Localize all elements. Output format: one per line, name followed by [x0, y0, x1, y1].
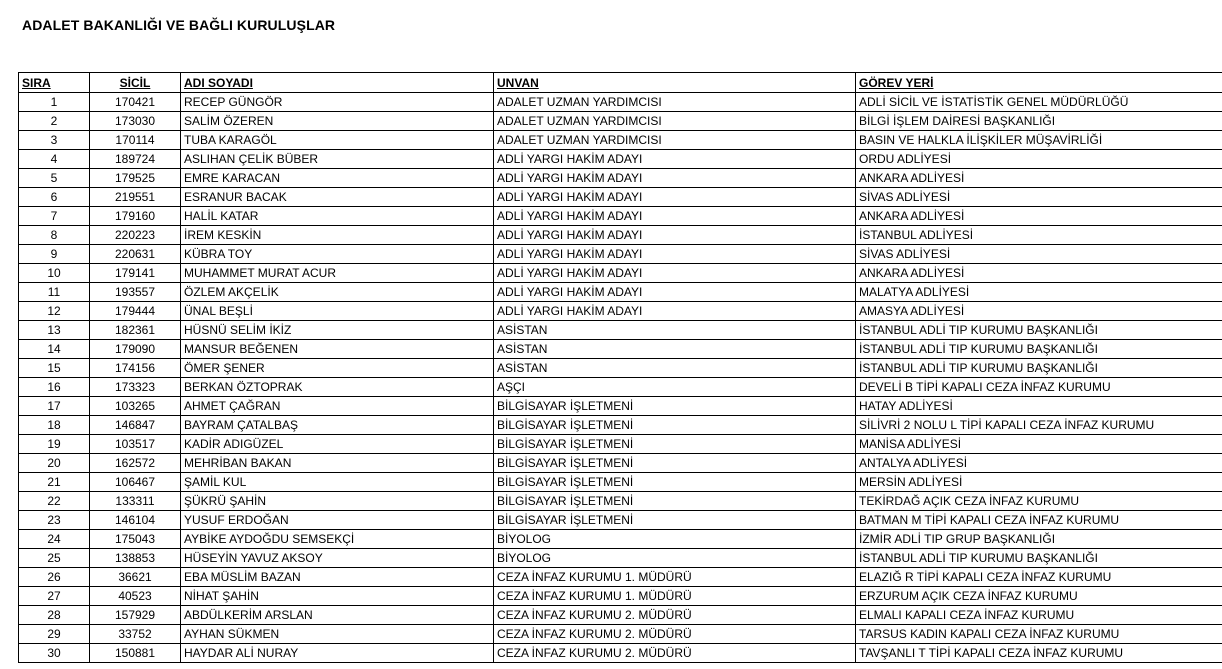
cell-gorev-yeri: SİVAS ADLİYESİ	[856, 245, 1222, 264]
cell-adi-soyadi: BAYRAM ÇATALBAŞ	[181, 416, 494, 435]
cell-sira: 3	[19, 131, 90, 150]
cell-adi-soyadi: ÜNAL BEŞLİ	[181, 302, 494, 321]
cell-unvan: ADLİ YARGI HAKİM ADAYI	[494, 150, 856, 169]
cell-sicil: 173323	[90, 378, 181, 397]
table-row	[19, 188, 1222, 207]
cell-sicil: 103265	[90, 397, 181, 416]
cell-unvan: CEZA İNFAZ KURUMU 1. MÜDÜRÜ	[494, 568, 856, 587]
table-row	[19, 568, 1222, 587]
cell-unvan: ADLİ YARGI HAKİM ADAYI	[494, 226, 856, 245]
cell-unvan: CEZA İNFAZ KURUMU 2. MÜDÜRÜ	[494, 644, 856, 663]
cell-sicil: 36621	[90, 568, 181, 587]
cell-sira: 13	[19, 321, 90, 340]
cell-adi-soyadi: ÖZLEM AKÇELİK	[181, 283, 494, 302]
table-row	[19, 549, 1222, 568]
cell-unvan: ASİSTAN	[494, 321, 856, 340]
cell-sira: 24	[19, 530, 90, 549]
cell-sira: 21	[19, 473, 90, 492]
cell-sicil: 150881	[90, 644, 181, 663]
cell-adi-soyadi: MANSUR BEĞENEN	[181, 340, 494, 359]
cell-sira: 6	[19, 188, 90, 207]
cell-adi-soyadi: ŞAMİL KUL	[181, 473, 494, 492]
cell-unvan: ADLİ YARGI HAKİM ADAYI	[494, 264, 856, 283]
column-header-unvan: UNVAN	[494, 73, 856, 93]
cell-adi-soyadi: ŞÜKRÜ ŞAHİN	[181, 492, 494, 511]
cell-unvan: ADLİ YARGI HAKİM ADAYI	[494, 207, 856, 226]
cell-adi-soyadi: MUHAMMET MURAT ACUR	[181, 264, 494, 283]
cell-sira: 4	[19, 150, 90, 169]
cell-sira: 20	[19, 454, 90, 473]
cell-adi-soyadi: AYBİKE AYDOĞDU SEMSEKÇİ	[181, 530, 494, 549]
cell-sicil: 174156	[90, 359, 181, 378]
cell-sira: 7	[19, 207, 90, 226]
cell-adi-soyadi: NİHAT ŞAHİN	[181, 587, 494, 606]
cell-gorev-yeri: BATMAN M TİPİ KAPALI CEZA İNFAZ KURUMU	[856, 511, 1222, 530]
cell-sira: 28	[19, 606, 90, 625]
cell-adi-soyadi: KÜBRA TOY	[181, 245, 494, 264]
table-row	[19, 606, 1222, 625]
cell-unvan: ASİSTAN	[494, 340, 856, 359]
cell-unvan: BİYOLOG	[494, 549, 856, 568]
cell-gorev-yeri: MERSİN ADLİYESİ	[856, 473, 1222, 492]
cell-unvan: ADALET UZMAN YARDIMCISI	[494, 93, 856, 112]
table-row	[19, 302, 1222, 321]
cell-sira: 11	[19, 283, 90, 302]
cell-adi-soyadi: BERKAN ÖZTOPRAK	[181, 378, 494, 397]
cell-sira: 19	[19, 435, 90, 454]
table-row	[19, 245, 1222, 264]
cell-sira: 25	[19, 549, 90, 568]
table-row	[19, 587, 1222, 606]
cell-sicil: 182361	[90, 321, 181, 340]
cell-sicil: 133311	[90, 492, 181, 511]
cell-unvan: BİYOLOG	[494, 530, 856, 549]
cell-sira: 9	[19, 245, 90, 264]
cell-sicil: 162572	[90, 454, 181, 473]
table-row	[19, 340, 1222, 359]
cell-sira: 1	[19, 93, 90, 112]
cell-adi-soyadi: ESRANUR BACAK	[181, 188, 494, 207]
cell-unvan: ADLİ YARGI HAKİM ADAYI	[494, 188, 856, 207]
cell-gorev-yeri: SİLİVRİ 2 NOLU L TİPİ KAPALI CEZA İNFAZ KURUMU	[856, 416, 1222, 435]
cell-sira: 12	[19, 302, 90, 321]
table-row	[19, 264, 1222, 283]
cell-unvan: ADALET UZMAN YARDIMCISI	[494, 131, 856, 150]
cell-unvan: CEZA İNFAZ KURUMU 2. MÜDÜRÜ	[494, 606, 856, 625]
cell-unvan: ADALET UZMAN YARDIMCISI	[494, 112, 856, 131]
table-row	[19, 93, 1222, 112]
cell-unvan: ADLİ YARGI HAKİM ADAYI	[494, 302, 856, 321]
cell-sira: 15	[19, 359, 90, 378]
cell-sira: 23	[19, 511, 90, 530]
table-row	[19, 207, 1222, 226]
cell-adi-soyadi: EBA MÜSLİM BAZAN	[181, 568, 494, 587]
cell-unvan: BİLGİSAYAR İŞLETMENİ	[494, 511, 856, 530]
cell-gorev-yeri: AMASYA ADLİYESİ	[856, 302, 1222, 321]
table-row	[19, 530, 1222, 549]
cell-adi-soyadi: AYHAN SÜKMEN	[181, 625, 494, 644]
table-row	[19, 473, 1222, 492]
cell-sicil: 106467	[90, 473, 181, 492]
cell-unvan: CEZA İNFAZ KURUMU 1. MÜDÜRÜ	[494, 587, 856, 606]
cell-adi-soyadi: EMRE KARACAN	[181, 169, 494, 188]
cell-sicil: 179141	[90, 264, 181, 283]
cell-sira: 8	[19, 226, 90, 245]
cell-sicil: 146847	[90, 416, 181, 435]
cell-sira: 30	[19, 644, 90, 663]
cell-gorev-yeri: İSTANBUL ADLİYESİ	[856, 226, 1222, 245]
cell-sicil: 189724	[90, 150, 181, 169]
cell-gorev-yeri: İSTANBUL ADLİ TIP KURUMU BAŞKANLIĞI	[856, 549, 1222, 568]
cell-unvan: BİLGİSAYAR İŞLETMENİ	[494, 397, 856, 416]
table-row	[19, 150, 1222, 169]
cell-sira: 17	[19, 397, 90, 416]
cell-gorev-yeri: ANKARA ADLİYESİ	[856, 264, 1222, 283]
table-row	[19, 511, 1222, 530]
cell-gorev-yeri: TARSUS KADIN KAPALI CEZA İNFAZ KURUMU	[856, 625, 1222, 644]
cell-sicil: 138853	[90, 549, 181, 568]
cell-adi-soyadi: ÖMER ŞENER	[181, 359, 494, 378]
cell-sicil: 146104	[90, 511, 181, 530]
column-header-sira: SIRA	[19, 73, 90, 93]
cell-sicil: 173030	[90, 112, 181, 131]
cell-sicil: 179090	[90, 340, 181, 359]
cell-sira: 16	[19, 378, 90, 397]
cell-unvan: BİLGİSAYAR İŞLETMENİ	[494, 473, 856, 492]
cell-adi-soyadi: TUBA KARAGÖL	[181, 131, 494, 150]
page-title: ADALET BAKANLIĞI VE BAĞLI KURULUŞLAR	[22, 17, 336, 33]
table-row	[19, 226, 1222, 245]
cell-sicil: 40523	[90, 587, 181, 606]
table-row	[19, 492, 1222, 511]
cell-sira: 18	[19, 416, 90, 435]
column-header-gorev-yeri: GÖREV YERİ	[856, 73, 1222, 93]
cell-adi-soyadi: HÜSNÜ SELİM İKİZ	[181, 321, 494, 340]
cell-gorev-yeri: TAVŞANLI T TİPİ KAPALI CEZA İNFAZ KURUMU	[856, 644, 1222, 663]
table-row	[19, 321, 1222, 340]
table-row	[19, 378, 1222, 397]
cell-gorev-yeri: ORDU ADLİYESİ	[856, 150, 1222, 169]
cell-adi-soyadi: ASLIHAN ÇELİK BÜBER	[181, 150, 494, 169]
cell-adi-soyadi: RECEP GÜNGÖR	[181, 93, 494, 112]
cell-gorev-yeri: İZMİR ADLİ TIP GRUP BAŞKANLIĞI	[856, 530, 1222, 549]
cell-adi-soyadi: SALİM ÖZEREN	[181, 112, 494, 131]
cell-gorev-yeri: İSTANBUL ADLİ TIP KURUMU BAŞKANLIĞI	[856, 340, 1222, 359]
cell-sicil: 220631	[90, 245, 181, 264]
cell-gorev-yeri: ANKARA ADLİYESİ	[856, 207, 1222, 226]
cell-adi-soyadi: HÜSEYİN YAVUZ AKSOY	[181, 549, 494, 568]
table-header	[19, 73, 1222, 93]
column-header-sicil: SİCİL	[90, 73, 181, 93]
cell-sicil: 175043	[90, 530, 181, 549]
cell-sicil: 33752	[90, 625, 181, 644]
cell-sira: 29	[19, 625, 90, 644]
header-row	[19, 73, 1222, 93]
cell-adi-soyadi: HAYDAR ALİ NURAY	[181, 644, 494, 663]
cell-adi-soyadi: İREM KESKİN	[181, 226, 494, 245]
cell-unvan: BİLGİSAYAR İŞLETMENİ	[494, 416, 856, 435]
table-row	[19, 283, 1222, 302]
cell-gorev-yeri: ANKARA ADLİYESİ	[856, 169, 1222, 188]
cell-gorev-yeri: MANİSA ADLİYESİ	[856, 435, 1222, 454]
cell-sira: 26	[19, 568, 90, 587]
cell-sira: 22	[19, 492, 90, 511]
column-header-adi-soyadi: ADI SOYADI	[181, 73, 494, 93]
cell-gorev-yeri: BASIN VE HALKLA İLİŞKİLER MÜŞAVİRLİĞİ	[856, 131, 1222, 150]
cell-sicil: 179160	[90, 207, 181, 226]
cell-adi-soyadi: MEHRİBAN BAKAN	[181, 454, 494, 473]
cell-gorev-yeri: HATAY ADLİYESİ	[856, 397, 1222, 416]
table-row	[19, 112, 1222, 131]
cell-sira: 2	[19, 112, 90, 131]
cell-sicil: 179525	[90, 169, 181, 188]
cell-sicil: 103517	[90, 435, 181, 454]
personnel-table	[18, 72, 1222, 663]
cell-sira: 27	[19, 587, 90, 606]
cell-gorev-yeri: ELMALI KAPALI CEZA İNFAZ KURUMU	[856, 606, 1222, 625]
cell-unvan: ASİSTAN	[494, 359, 856, 378]
cell-gorev-yeri: BİLGİ İŞLEM DAİRESİ BAŞKANLIĞI	[856, 112, 1222, 131]
cell-gorev-yeri: DEVELİ B TİPİ KAPALI CEZA İNFAZ KURUMU	[856, 378, 1222, 397]
cell-sicil: 170114	[90, 131, 181, 150]
cell-sicil: 193557	[90, 283, 181, 302]
cell-sira: 10	[19, 264, 90, 283]
cell-adi-soyadi: HALİL KATAR	[181, 207, 494, 226]
cell-sicil: 179444	[90, 302, 181, 321]
cell-sira: 5	[19, 169, 90, 188]
cell-adi-soyadi: KADİR ADIGÜZEL	[181, 435, 494, 454]
cell-gorev-yeri: ELAZIĞ R TİPİ KAPALI CEZA İNFAZ KURUMU	[856, 568, 1222, 587]
table-row	[19, 625, 1222, 644]
cell-sicil: 219551	[90, 188, 181, 207]
cell-unvan: ADLİ YARGI HAKİM ADAYI	[494, 245, 856, 264]
table-row	[19, 644, 1222, 663]
table-row	[19, 416, 1222, 435]
cell-sicil: 220223	[90, 226, 181, 245]
cell-unvan: AŞÇI	[494, 378, 856, 397]
table-row	[19, 131, 1222, 150]
cell-sicil: 170421	[90, 93, 181, 112]
cell-unvan: ADLİ YARGI HAKİM ADAYI	[494, 283, 856, 302]
cell-gorev-yeri: TEKİRDAĞ AÇIK CEZA İNFAZ KURUMU	[856, 492, 1222, 511]
cell-adi-soyadi: AHMET ÇAĞRAN	[181, 397, 494, 416]
cell-adi-soyadi: ABDÜLKERİM ARSLAN	[181, 606, 494, 625]
cell-adi-soyadi: YUSUF ERDOĞAN	[181, 511, 494, 530]
table-row	[19, 397, 1222, 416]
cell-sicil: 157929	[90, 606, 181, 625]
cell-unvan: BİLGİSAYAR İŞLETMENİ	[494, 454, 856, 473]
cell-sira: 14	[19, 340, 90, 359]
cell-gorev-yeri: ANTALYA ADLİYESİ	[856, 454, 1222, 473]
cell-gorev-yeri: SİVAS ADLİYESİ	[856, 188, 1222, 207]
table-row	[19, 169, 1222, 188]
table-row	[19, 359, 1222, 378]
cell-unvan: CEZA İNFAZ KURUMU 2. MÜDÜRÜ	[494, 625, 856, 644]
cell-unvan: BİLGİSAYAR İŞLETMENİ	[494, 435, 856, 454]
cell-gorev-yeri: İSTANBUL ADLİ TIP KURUMU BAŞKANLIĞI	[856, 359, 1222, 378]
table-body	[19, 93, 1222, 663]
cell-gorev-yeri: İSTANBUL ADLİ TIP KURUMU BAŞKANLIĞI	[856, 321, 1222, 340]
cell-gorev-yeri: ADLİ SİCİL VE İSTATİSTİK GENEL MÜDÜRLÜĞÜ	[856, 93, 1222, 112]
cell-unvan: BİLGİSAYAR İŞLETMENİ	[494, 492, 856, 511]
cell-gorev-yeri: ERZURUM AÇIK CEZA İNFAZ KURUMU	[856, 587, 1222, 606]
cell-unvan: ADLİ YARGI HAKİM ADAYI	[494, 169, 856, 188]
table-row	[19, 435, 1222, 454]
cell-gorev-yeri: MALATYA ADLİYESİ	[856, 283, 1222, 302]
table-row	[19, 454, 1222, 473]
